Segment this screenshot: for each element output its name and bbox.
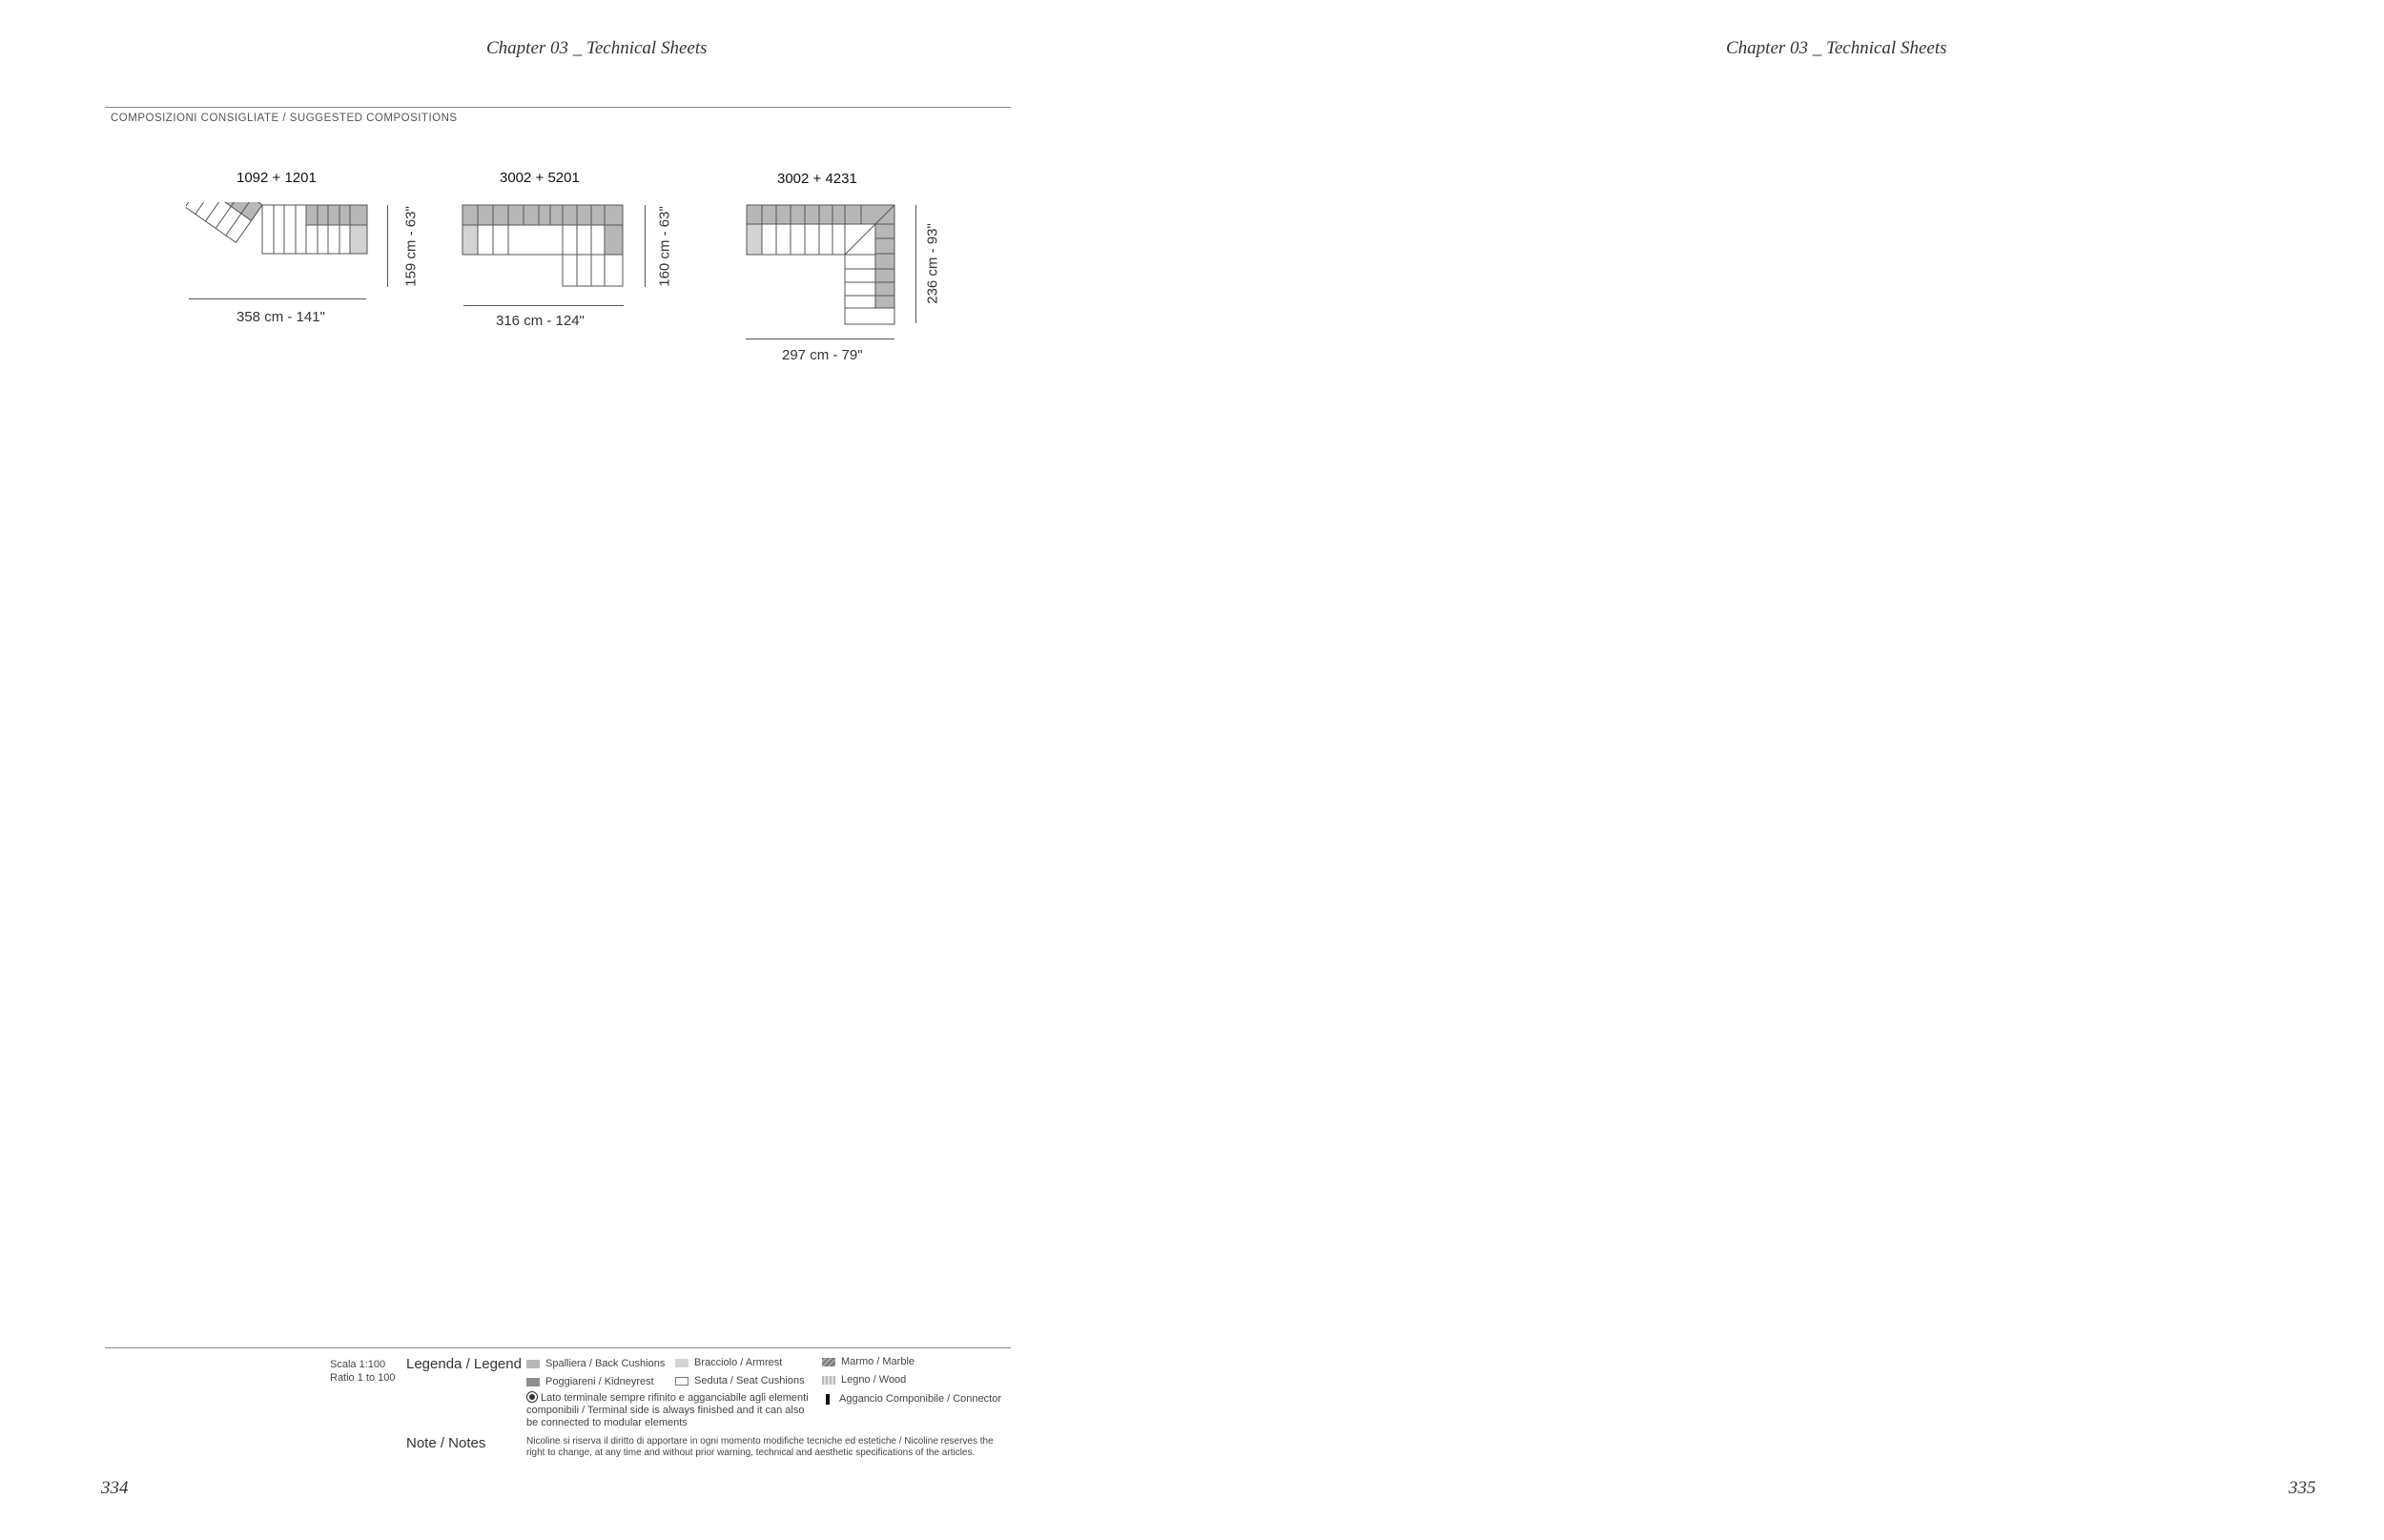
seat-cushion-swatch — [675, 1377, 688, 1386]
legend-armrest — [675, 1357, 782, 1368]
page-number-right: 335 — [2289, 1478, 2316, 1498]
back-cushion-swatch — [526, 1360, 540, 1368]
composition-code: 3002 + 5201 — [500, 170, 580, 186]
depth-dimension: 160 cm - 63" — [656, 206, 673, 287]
legend-label: Marmo / Marble — [841, 1356, 915, 1367]
width-dimension: 297 cm - 79" — [782, 347, 863, 363]
legend-label: Spalliera / Back Cushions — [545, 1358, 666, 1369]
page-number-left: 334 — [101, 1478, 129, 1498]
legend-seat-cushions — [675, 1375, 805, 1386]
depth-dimension-line — [915, 205, 916, 323]
sofa-plan-2 — [462, 204, 626, 290]
notes-title: Note / Notes — [406, 1435, 486, 1451]
ratio-text: Ratio 1 to 100 — [330, 1372, 396, 1384]
top-divider — [105, 107, 1011, 108]
armrest-swatch — [675, 1359, 688, 1367]
legend-label: Aggancio Componibile / Connector — [839, 1393, 1001, 1405]
composition-code: 1092 + 1201 — [236, 170, 317, 186]
width-dimension-line — [189, 298, 366, 299]
legend-back-cushions — [526, 1358, 665, 1369]
wood-swatch — [822, 1376, 835, 1385]
section-title: COMPOSIZIONI CONSIGLIATE / SUGGESTED COMPOSITIONS — [111, 113, 458, 124]
marble-swatch — [822, 1358, 835, 1366]
width-dimension: 316 cm - 124" — [496, 313, 585, 329]
legend-marble — [822, 1356, 915, 1367]
legend-kidneyrest — [526, 1376, 654, 1387]
legend-title: Legenda / Legend — [406, 1356, 522, 1372]
scale-text: Scala 1:100 — [330, 1359, 386, 1370]
chapter-header-left: Chapter 03 _ Technical Sheets — [486, 38, 708, 58]
terminal-side-icon — [526, 1391, 538, 1403]
legend-label: Seduta / Seat Cushions — [694, 1375, 805, 1386]
notes-text: Nicoline si riserva il diritto di apportare in ogni momento modifiche tecniche ed estetiche / Nicoline reserves the right to change, at any time and without prior warning, technical and aesthetic specifications of the articles. — [526, 1436, 994, 1458]
kidneyrest-swatch — [526, 1378, 540, 1386]
composition-plan-drawing — [186, 202, 372, 288]
chapter-header-right: Chapter 03 _ Technical Sheets — [1726, 38, 1947, 58]
depth-dimension-line — [645, 205, 646, 287]
legend-connector — [822, 1393, 1001, 1405]
depth-dimension-line — [387, 205, 388, 287]
composition-code: 3002 + 4231 — [777, 171, 857, 187]
depth-dimension: 236 cm - 93" — [924, 223, 941, 304]
connector-icon — [826, 1394, 830, 1405]
depth-dimension: 159 cm - 63" — [402, 206, 420, 287]
scale-info — [330, 1358, 396, 1385]
sofa-plan-3 — [746, 204, 898, 328]
legend-label: Lato terminale sempre rifinito e agganciabile agli elementi componibili / Terminal side is always finished and it can also be connected to modular elements — [526, 1392, 809, 1428]
bottom-divider — [105, 1347, 1011, 1348]
composition-plan-drawing — [462, 204, 626, 290]
legend-label: Legno / Wood — [841, 1374, 907, 1386]
sofa-plan-1 — [186, 202, 372, 288]
legend-label: Poggiareni / Kidneyrest — [545, 1376, 654, 1387]
legend-label: Bracciolo / Armrest — [694, 1357, 783, 1368]
legend-terminal-side — [526, 1391, 812, 1429]
legend-wood — [822, 1374, 906, 1386]
width-dimension-line — [463, 305, 624, 306]
composition-plan-drawing — [746, 204, 898, 328]
width-dimension: 358 cm - 141" — [236, 309, 325, 325]
